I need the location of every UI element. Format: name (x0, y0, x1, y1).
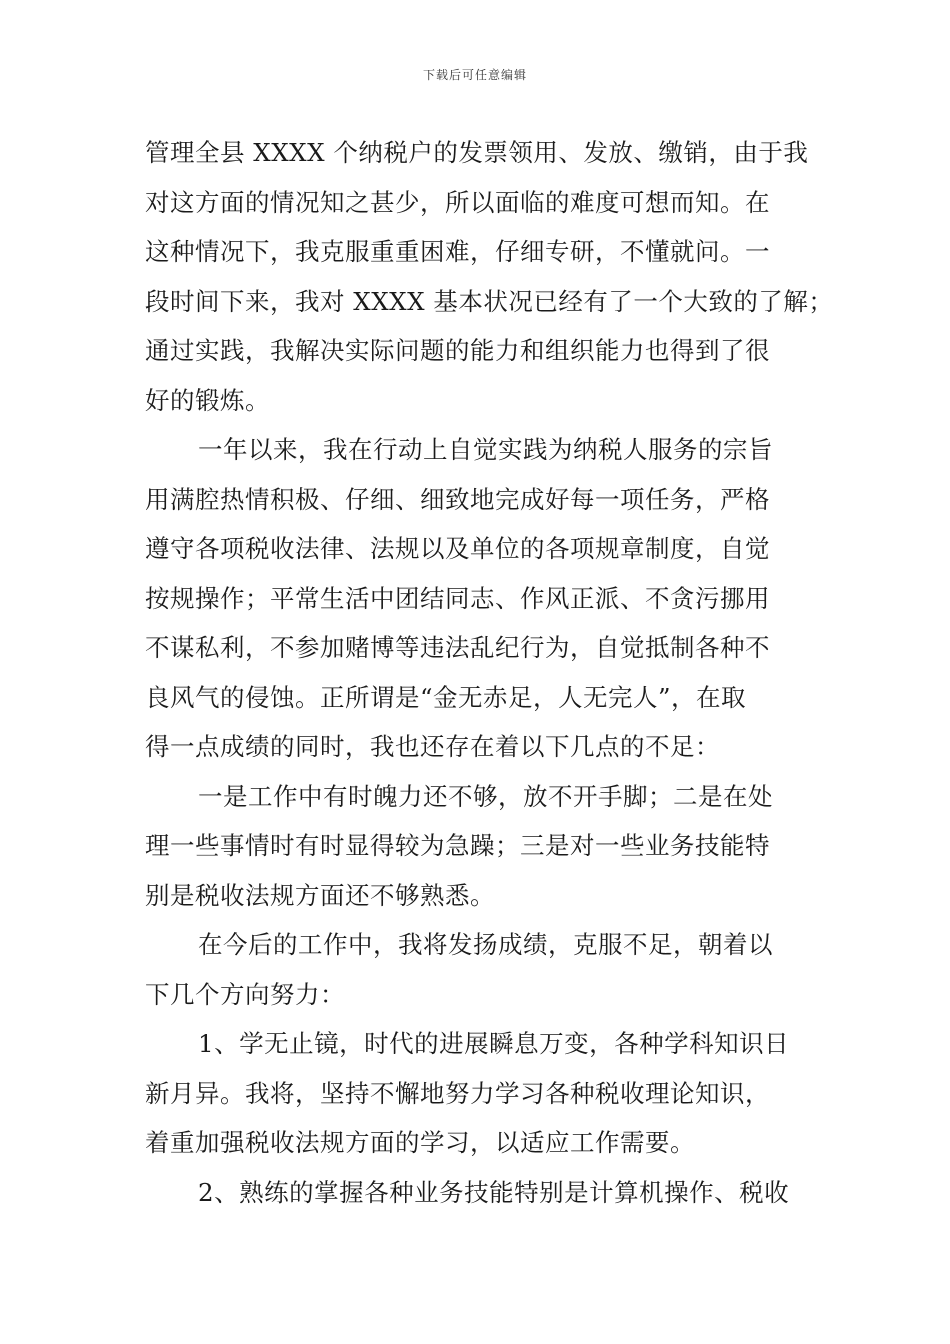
paragraph-first-line: 在今后的工作中，我将发扬成绩，克服不足，朝着以 (198, 930, 773, 959)
paragraph-first-line: 2、熟练的掌握各种业务技能特别是计算机操作、税收 (198, 1177, 790, 1207)
text-line: 段时间下来，我对 XXXX 基本状况已经有了一个大致的了解； (145, 286, 834, 316)
text-line: 不谋私利，不参加赌博等违法乱纪行为，自觉抵制各种不 (145, 633, 770, 662)
text-line: 这种情况下，我克服重重困难，仔细专研，不懂就问。一 (145, 237, 770, 266)
text-line: 通过实践，我解决实际问题的能力和组织能力也得到了很 (145, 336, 770, 365)
text-line: 良风气的侵蚀。正所谓是“金无赤足，人无完人”，在取 (145, 682, 747, 712)
text-line: 得一点成绩的同时，我也还存在着以下几点的不足： (145, 732, 720, 761)
paragraph-first-line: 一是工作中有时魄力还不够，放不开手脚；二是在处 (198, 781, 773, 811)
text-line: 按规操作；平常生活中团结同志、作风正派、不贪污挪用 (145, 583, 770, 613)
text-line: 别是税收法规方面还不够熟悉。 (145, 880, 495, 910)
text-line: 新月异。我将，坚持不懈地努力学习各种税收理论知识， (145, 1078, 770, 1108)
text-line: 管理全县 XXXX 个纳税户的发票领用、发放、缴销，由于我 (145, 138, 809, 167)
page-header: 下载后可任意编辑 (422, 68, 527, 82)
text-line: 对这方面的情况知之甚少，所以面临的难度可想而知。在 (145, 187, 770, 217)
text-line: 理一些事情时有时显得较为急躁；三是对一些业务技能特 (145, 831, 770, 860)
document-body (145, 128, 834, 1217)
paragraph-first-line: 1、学无止镜，时代的进展瞬息万变，各种学科知识日 (198, 1029, 790, 1058)
text-line: 着重加强税收法规方面的学习，以适应工作需要。 (145, 1128, 695, 1157)
text-line: 好的锻炼。 (145, 385, 270, 415)
text-line: 下几个方向努力： (145, 979, 345, 1009)
text-line: 遵守各项税收法律、法规以及单位的各项规章制度，自觉 (145, 534, 770, 563)
text-line: 用满腔热情积极、仔细、细致地完成好每一项任务，严格 (145, 484, 770, 514)
paragraph-first-line: 一年以来，我在行动上自觉实践为纳税人服务的宗旨 (198, 435, 773, 464)
